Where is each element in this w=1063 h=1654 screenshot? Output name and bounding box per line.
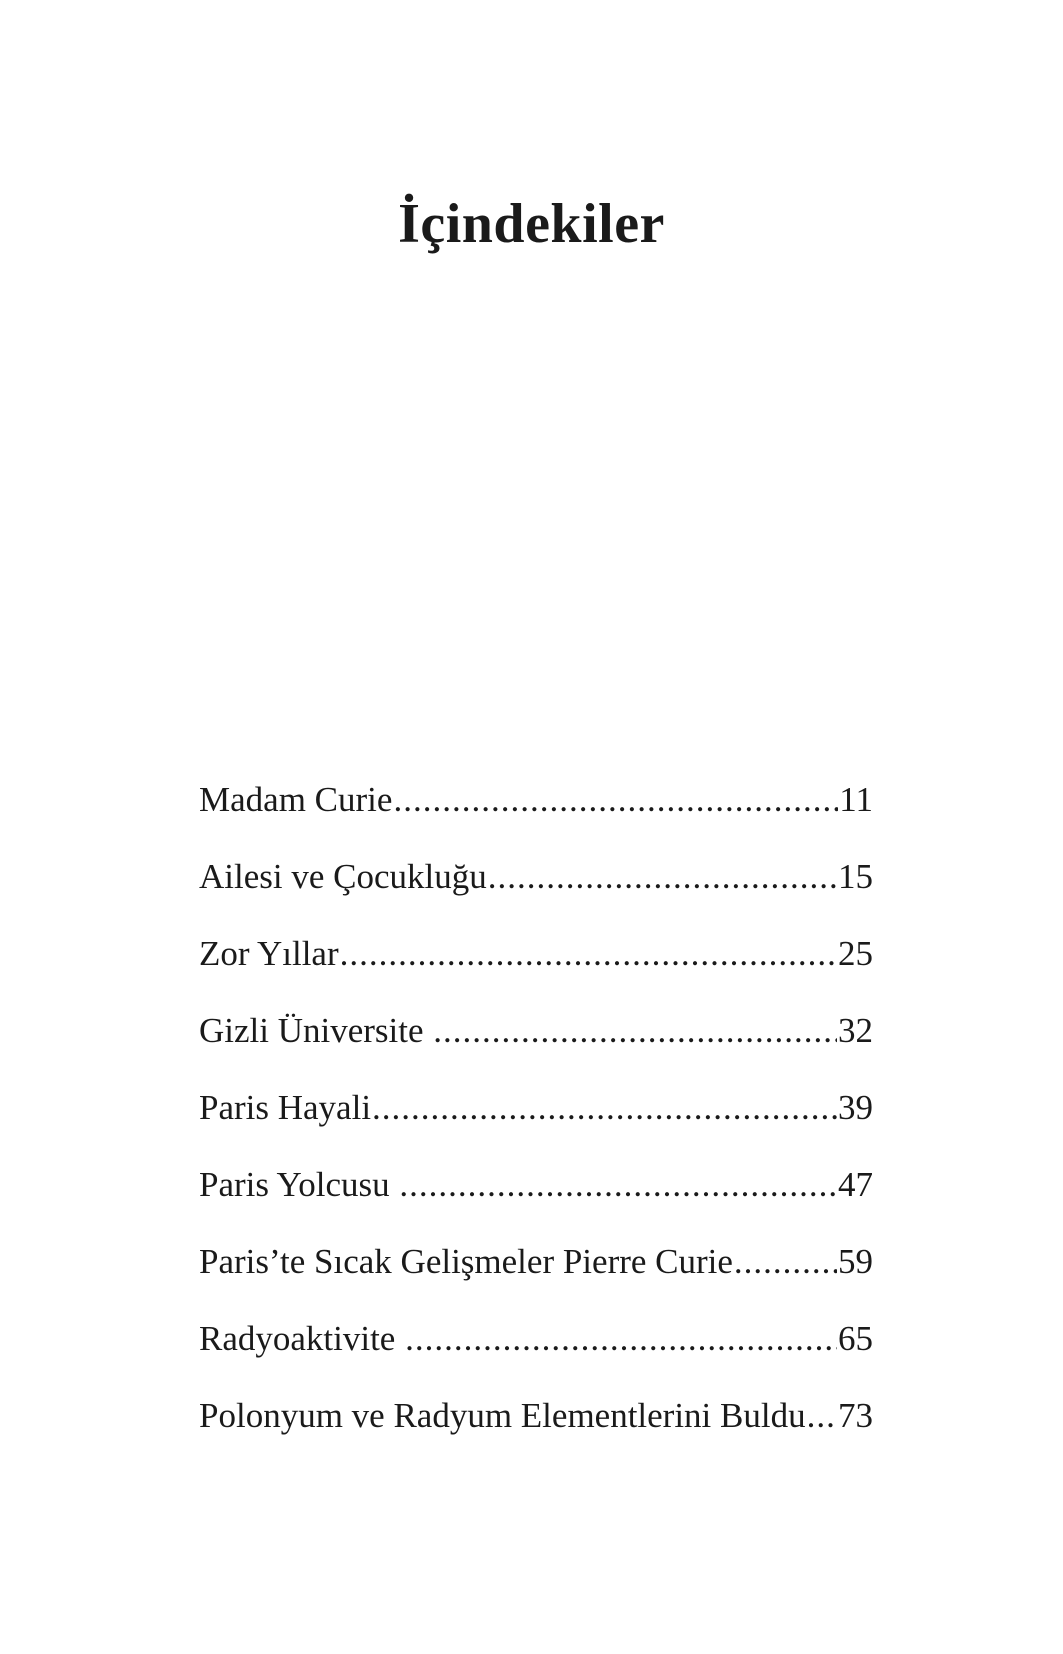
toc-entry-title: Polonyum ve Radyum Elementlerini Buldu	[199, 1396, 806, 1435]
dot-leader	[372, 1090, 837, 1125]
dot-leader	[393, 782, 838, 817]
toc-entry-page: 65	[838, 1319, 873, 1358]
toc-entry-title: Paris Yolcusu	[199, 1165, 399, 1204]
toc-entry-page: 11	[839, 780, 873, 819]
toc-entry	[199, 1321, 873, 1398]
toc-entry-page: 73	[838, 1396, 873, 1435]
dot-leader	[488, 859, 837, 894]
toc-entry-page: 15	[838, 857, 873, 896]
toc-entry-page: 25	[838, 934, 873, 973]
dot-leader	[405, 1321, 837, 1356]
toc-entry	[199, 1244, 873, 1321]
table-of-contents	[199, 782, 873, 1475]
dot-leader	[734, 1244, 837, 1279]
toc-entry-title: Gizli Üniversite	[199, 1011, 433, 1050]
toc-entry	[199, 1398, 873, 1475]
toc-entry-title: Radyoaktivite	[199, 1319, 405, 1358]
toc-entry	[199, 782, 873, 859]
toc-entry-page: 32	[838, 1011, 873, 1050]
dot-leader	[807, 1398, 837, 1433]
toc-entry-page: 59	[838, 1242, 873, 1281]
toc-entry-title: Zor Yıllar	[199, 934, 339, 973]
toc-entry	[199, 1013, 873, 1090]
toc-entry-title: Ailesi ve Çocukluğu	[199, 857, 487, 896]
toc-entry-title: Paris Hayali	[199, 1088, 372, 1127]
toc-entry-page: 39	[838, 1088, 873, 1127]
page-title: İçindekiler	[398, 193, 665, 255]
toc-entry	[199, 1090, 873, 1167]
toc-entry	[199, 859, 873, 936]
toc-entry-page: 47	[838, 1165, 873, 1204]
toc-entry-title: Paris’te Sıcak Gelişmeler Pierre Curie	[199, 1242, 733, 1281]
dot-leader	[340, 936, 837, 971]
toc-entry-title: Madam Curie	[199, 780, 393, 819]
toc-entry	[199, 936, 873, 1013]
toc-entry	[199, 1167, 873, 1244]
dot-leader	[399, 1167, 837, 1202]
dot-leader	[433, 1013, 837, 1048]
